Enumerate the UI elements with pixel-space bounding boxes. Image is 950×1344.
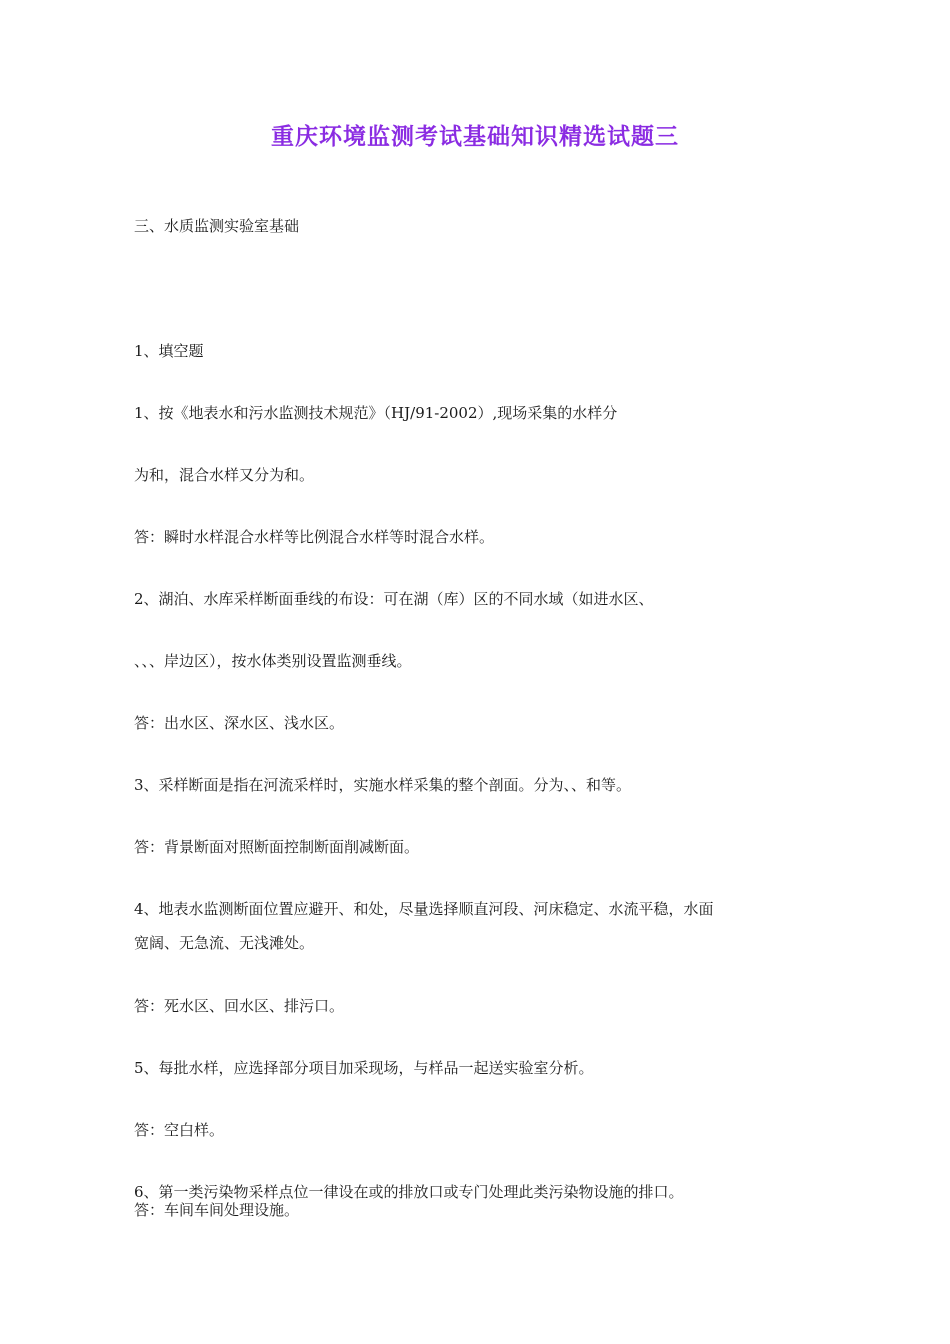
question-4-line-1: 4、地表水监测断面位置应避开、和处，尽量选择顺直河段、河床稳定、水流平稳，水面 — [134, 900, 714, 918]
answer-6: 答：车间车间处理设施。 — [134, 1201, 300, 1219]
answer-5: 答：空白样。 — [134, 1121, 225, 1139]
answer-3: 答：背景断面对照断面控制断面削减断面。 — [134, 838, 420, 856]
answer-2: 答：出水区、深水区、浅水区。 — [134, 714, 345, 732]
question-2-line-1: 2、湖泊、水库采样断面垂线的布设：可在湖（库）区的不同水域（如进水区、 — [134, 590, 654, 608]
question-6: 6、第一类污染物采样点位一律设在或的排放口或专门处理此类污染物设施的排口。 — [134, 1183, 684, 1201]
subsection-heading: 1、填空题 — [134, 342, 204, 360]
question-1-line-2: 为和，混合水样又分为和。 — [134, 466, 315, 484]
document-title: 重庆环境监测考试基础知识精选试题三 — [271, 124, 679, 150]
section-heading: 三、水质监测实验室基础 — [134, 217, 300, 235]
answer-1: 答：瞬时水样混合水样等比例混合水样等时混合水样。 — [134, 528, 495, 546]
question-3: 3、采样断面是指在河流采样时，实施水样采集的整个剖面。分为、、和等。 — [134, 776, 632, 794]
question-1-line-1: 1、按《地表水和污水监测技术规范》（HJ/91-2002）,现场采集的水样分 — [134, 404, 618, 422]
question-2-line-2: 、、、岸边区），按水体类别设置监测垂线。 — [134, 652, 412, 670]
question-4-line-2: 宽阔、无急流、无浅滩处。 — [134, 934, 315, 952]
question-5: 5、每批水样，应选择部分项目加采现场，与样品一起送实验室分析。 — [134, 1059, 594, 1077]
answer-4: 答：死水区、回水区、排污口。 — [134, 997, 345, 1015]
